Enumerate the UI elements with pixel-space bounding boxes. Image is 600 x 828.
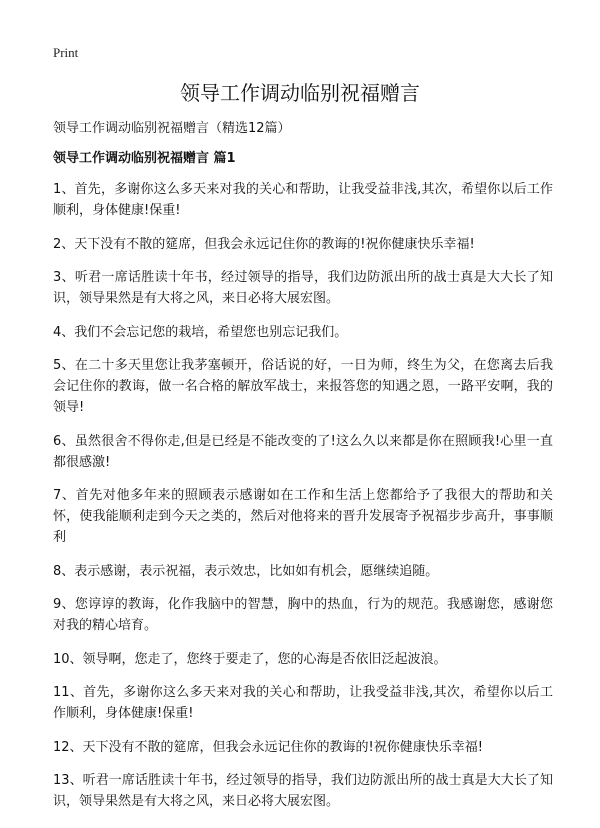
- list-item: 2、天下没有不散的筵席，但我会永远记住你的教诲的!祝你健康快乐幸福!: [53, 236, 475, 252]
- print-link[interactable]: Print: [53, 45, 79, 60]
- list-item: 4、我们不会忘记您的栽培，希望您也别忘记我们。: [53, 324, 348, 340]
- list-item: 6、虽然很舍不得你走,但是已经是不能改变的了!这么久以来都是你在照顾我!心里一直都很感激!: [53, 433, 553, 470]
- list-item: 3、听君一席话胜读十年书，经过领导的指导，我们边防派出所的战士真是大大长了知识，领导果然是有大将之风，来日必将大展宏图。: [53, 270, 553, 306]
- list-item: 12、天下没有不散的筵席，但我会永远记住你的教诲的!祝你健康快乐幸福!: [53, 739, 483, 755]
- page-title: 领导工作调动临别祝福赠言: [180, 81, 420, 105]
- list-item: 11、首先，多谢你这么多天来对我的关心和帮助，让我受益非浅,其次，希望你以后工作顺利，身体健康!保重!: [53, 685, 553, 721]
- list-item: 13、听君一席话胜读十年书，经过领导的指导，我们边防派出所的战士真是大大长了知识，领导果然是有大将之风，来日必将大展宏图。: [53, 773, 553, 809]
- list-item: 9、您谆谆的教诲，化作我脑中的智慧，胸中的热血，行为的规范。我感谢您，感谢您对我的精心培育。: [53, 597, 553, 633]
- document-subtitle: 领导工作调动临别祝福赠言（精选12篇）: [53, 121, 291, 136]
- list-item: 10、领导啊，您走了，您终于要走了，您的心海是否依旧泛起波浪。: [53, 651, 447, 667]
- list-item: 5、在二十多天里您让我茅塞顿开，俗话说的好，一日为师，终生为父，在您离去后我会记住你的教诲，做一名合格的解放军战士，来报答您的知遇之恩，一路平安啊，我的领导!: [53, 358, 553, 415]
- list-item: 1、首先，多谢你这么多天来对我的关心和帮助，让我受益非浅,其次，希望你以后工作顺利，身体健康!保重!: [53, 182, 553, 218]
- section-heading: 领导工作调动临别祝福赠言 篇1: [53, 151, 236, 166]
- list-item: 7、首先对他多年来的照顾表示感谢如在工作和生活上您都给予了我很大的帮助和关怀，使我能顺利走到今天之类的，然后对他将来的晋升发展寄予祝福步步高升，事事顺利: [53, 488, 553, 545]
- blessing-list: [53, 179, 553, 825]
- list-item: 8、表示感谢，表示祝福，表示效忠，比如如有机会，愿继续追随。: [53, 563, 439, 579]
